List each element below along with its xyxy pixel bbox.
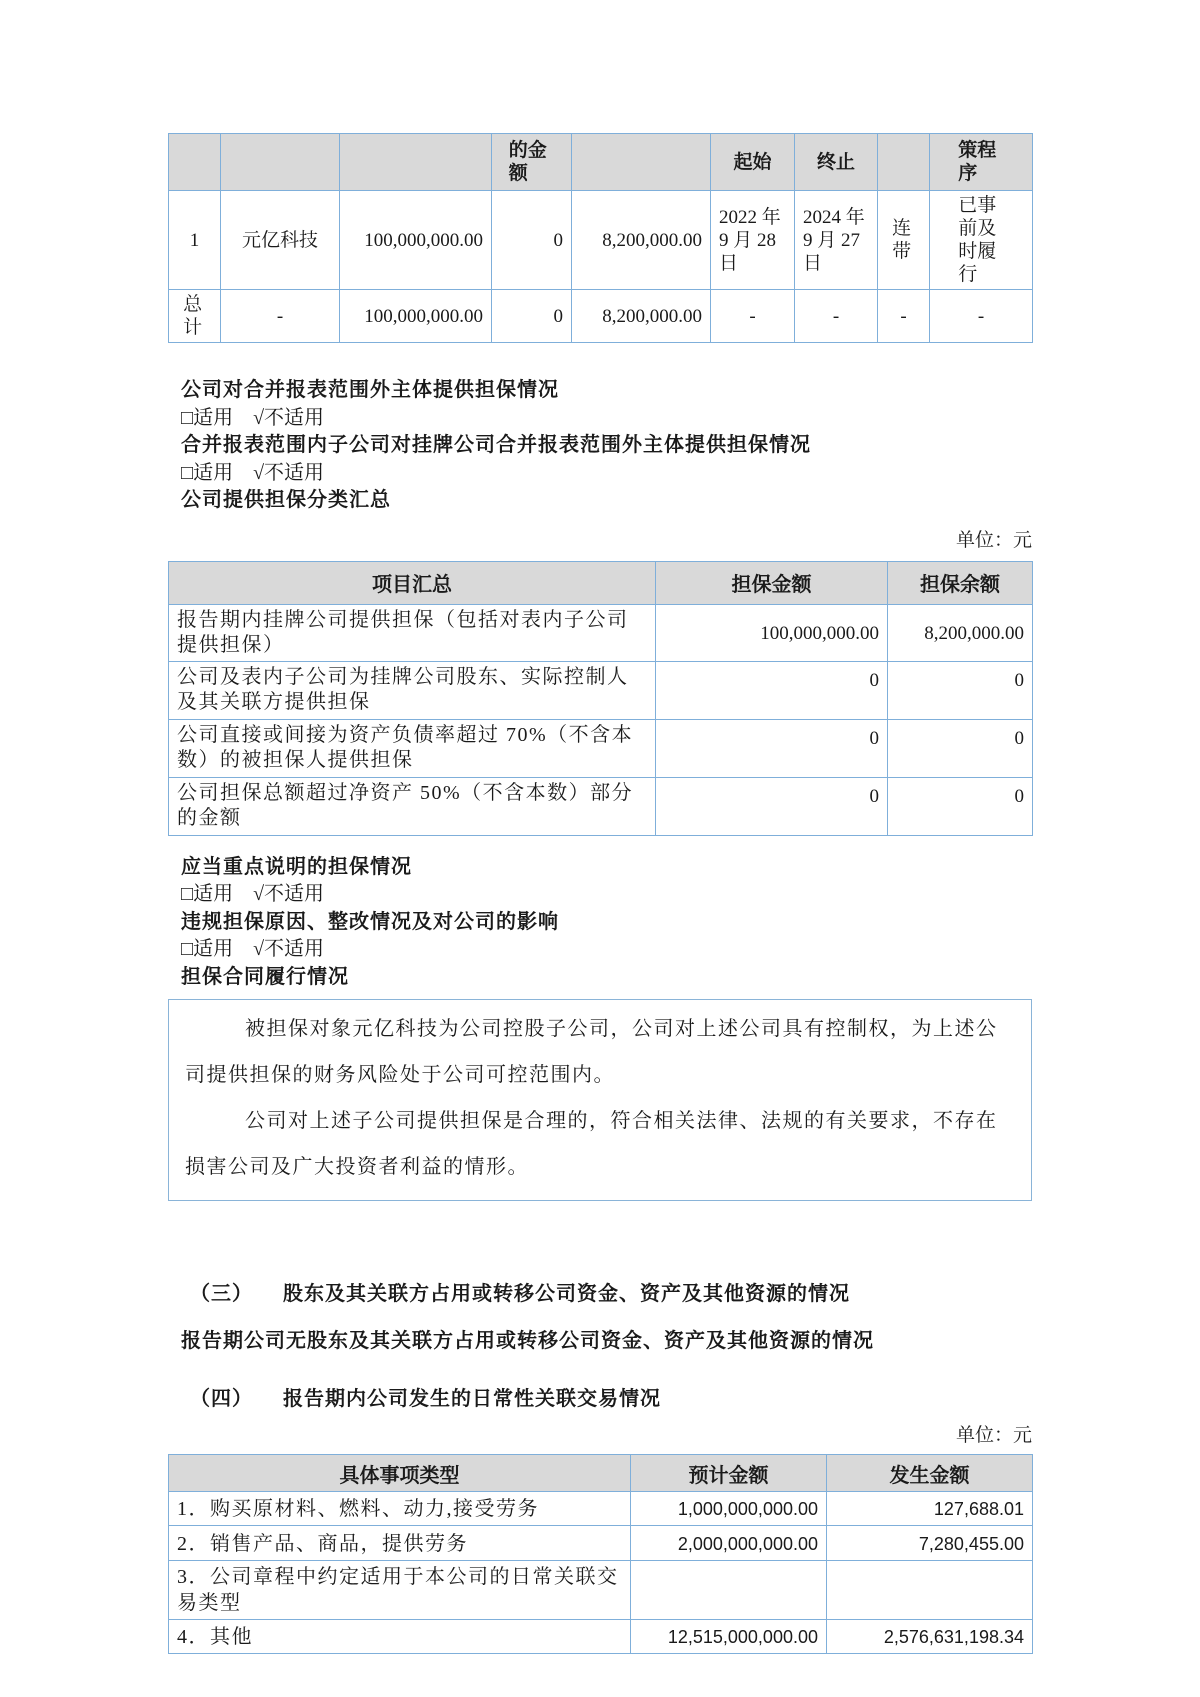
table-cell: 公司担保总额超过净资产 50%（不含本数）部分的金额 xyxy=(169,777,656,835)
table-cell: 100,000,000.00 xyxy=(656,604,888,661)
unit-label: 单位：元 xyxy=(955,529,1032,551)
table-cell: 0 xyxy=(492,191,572,290)
column-header xyxy=(572,134,711,191)
table-header-row xyxy=(169,134,1033,191)
section-heading: 违规担保原因、整改情况及对公司的影响 xyxy=(181,910,559,933)
table-row xyxy=(169,719,1033,777)
section-title: 股东及其关联方占用或转移公司资金、资产及其他资源的情况 xyxy=(283,1283,850,1305)
table-cell: 100,000,000.00 xyxy=(340,290,492,343)
table-cell: 0 xyxy=(888,719,1033,777)
applicability-line: □适用 √不适用 xyxy=(181,938,325,960)
column-header: 具体事项类型 xyxy=(169,1455,631,1492)
table-cell: 连带 xyxy=(878,191,930,290)
table-row xyxy=(169,290,1033,343)
table-cell: 4．其他 xyxy=(169,1619,631,1653)
table-row xyxy=(169,1526,1033,1560)
table-cell xyxy=(827,1560,1033,1619)
column-header: 起始 xyxy=(711,134,795,191)
table-row xyxy=(169,661,1033,719)
table-header-row xyxy=(169,1455,1033,1492)
external-guarantee-section xyxy=(168,377,1032,515)
column-header: 担保金额 xyxy=(656,561,888,604)
table-cell: 元亿科技 xyxy=(221,191,340,290)
table-cell: 总计 xyxy=(169,290,221,343)
table-cell: 0 xyxy=(656,661,888,719)
table-cell: 0 xyxy=(492,290,572,343)
table-cell: - xyxy=(221,290,340,343)
table-cell: 2022 年 9 月 28 日 xyxy=(711,191,795,290)
unit-label: 单位：元 xyxy=(955,1425,1032,1446)
section-heading: 合并报表范围内子公司对挂牌公司合并报表范围外主体提供担保情况 xyxy=(181,434,811,456)
applicability-line: □适用 √不适用 xyxy=(181,461,325,484)
table-cell: 7,280,455.00 xyxy=(827,1526,1033,1560)
guarantee-notes-section xyxy=(168,854,1032,992)
table-cell: - xyxy=(711,290,795,343)
table-cell: 公司直接或间接为资产负债率超过 70%（不含本数）的被担保人提供担保 xyxy=(169,719,656,777)
section-number: （三） xyxy=(190,1283,253,1305)
table-cell: - xyxy=(795,290,878,343)
section-heading: 公司提供担保分类汇总 xyxy=(181,489,391,511)
column-header: 终止 xyxy=(795,134,878,191)
column-header xyxy=(221,134,340,191)
section-4-heading xyxy=(168,1384,1032,1414)
column-header xyxy=(340,134,492,191)
section-number: （四） xyxy=(190,1388,253,1410)
table-cell: 2,000,000,000.00 xyxy=(631,1526,827,1560)
table-cell: 1 xyxy=(169,191,221,290)
table-cell: 3．公司章程中约定适用于本公司的日常关联交易类型 xyxy=(169,1560,631,1619)
table-row xyxy=(169,1560,1033,1619)
guarantee-continuation-table xyxy=(168,133,1033,343)
table-cell: 2,576,631,198.34 xyxy=(827,1619,1033,1653)
table-cell: 8,200,000.00 xyxy=(888,604,1033,661)
column-header: 担保余额 xyxy=(888,561,1033,604)
applicability-line: □适用 √不适用 xyxy=(181,406,325,429)
table-cell: 已事前及时履行 xyxy=(930,191,1033,290)
section-heading: 应当重点说明的担保情况 xyxy=(181,855,412,878)
table-cell: 2024 年 9 月 27 日 xyxy=(795,191,878,290)
column-header: 项目汇总 xyxy=(169,561,656,604)
column-header xyxy=(169,134,221,191)
guarantee-contract-performance-box xyxy=(168,999,1032,1201)
table-cell: 公司及表内子公司为挂牌公司股东、实际控制人及其关联方提供担保 xyxy=(169,661,656,719)
guarantee-summary-table xyxy=(168,561,1033,836)
table-row xyxy=(169,777,1033,835)
table-row xyxy=(169,1619,1033,1653)
section-3-heading xyxy=(168,1279,1032,1309)
section-heading: 公司对合并报表范围外主体提供担保情况 xyxy=(181,379,559,401)
column-header: 策程序 xyxy=(930,134,1033,191)
table-cell xyxy=(631,1560,827,1619)
paragraph: 被担保对象元亿科技为公司控股子公司，公司对上述公司具有控制权，为上述公司提供担保的财务风险处于公司可控范围内。 xyxy=(185,1018,998,1086)
table-cell: 1．购买原材料、燃料、动力,接受劳务 xyxy=(169,1492,631,1526)
column-header: 发生金额 xyxy=(827,1455,1033,1492)
table-cell: 0 xyxy=(888,777,1033,835)
table-cell: - xyxy=(878,290,930,343)
paragraph: 公司对上述子公司提供担保是合理的，符合相关法律、法规的有关要求，不存在损害公司及广大投资者利益的情形。 xyxy=(185,1110,998,1178)
related-transactions-table xyxy=(168,1454,1033,1654)
column-header xyxy=(878,134,930,191)
table-row xyxy=(169,1492,1033,1526)
table-cell: 100,000,000.00 xyxy=(340,191,492,290)
section-title: 报告期内公司发生的日常性关联交易情况 xyxy=(283,1388,661,1410)
table-cell: 8,200,000.00 xyxy=(572,290,711,343)
table-cell: 2．销售产品、商品，提供劳务 xyxy=(169,1526,631,1560)
table-header-row xyxy=(169,561,1033,604)
applicability-line: □适用 √不适用 xyxy=(181,883,325,905)
column-header: 预计金额 xyxy=(631,1455,827,1492)
table-cell: 0 xyxy=(888,661,1033,719)
table-row xyxy=(169,191,1033,290)
table-cell: 0 xyxy=(656,777,888,835)
table-cell: 报告期内挂牌公司提供担保（包括对表内子公司提供担保） xyxy=(169,604,656,661)
table-row xyxy=(169,604,1033,661)
table-cell: 12,515,000,000.00 xyxy=(631,1619,827,1653)
table-cell: 8,200,000.00 xyxy=(572,191,711,290)
column-header: 的金额 xyxy=(492,134,572,191)
table-cell: 1,000,000,000.00 xyxy=(631,1492,827,1526)
table-cell: - xyxy=(930,290,1033,343)
table-cell: 127,688.01 xyxy=(827,1492,1033,1526)
section-heading: 担保合同履行情况 xyxy=(181,965,349,988)
table-cell: 0 xyxy=(656,719,888,777)
section-3-body: 报告期公司无股东及其关联方占用或转移公司资金、资产及其他资源的情况 xyxy=(181,1330,874,1352)
